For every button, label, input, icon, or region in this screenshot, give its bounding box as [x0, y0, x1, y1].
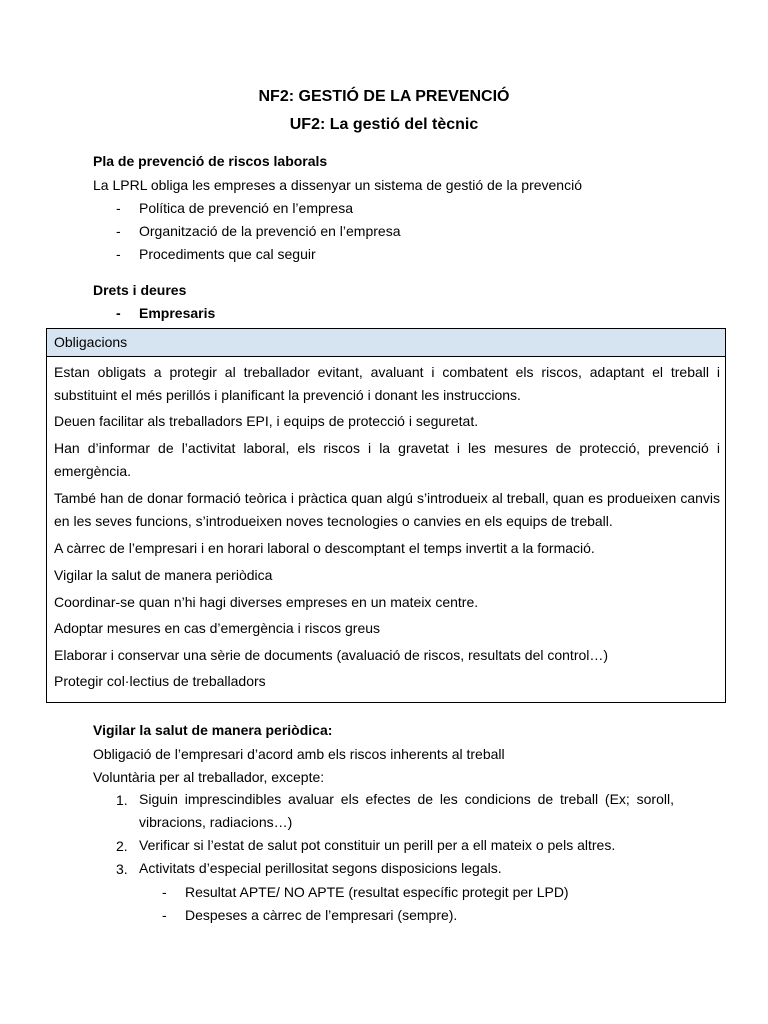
numbered-item: Verificar si l’estat de salut pot constituir un perill per a ell mateix o pels altres.: [139, 837, 616, 853]
table-header: Obligacions: [47, 329, 725, 357]
table-row: A càrrec de l’empresari i en horari laboral o descomptant el temps invertit a la formació.: [54, 540, 595, 556]
obligations-table: [46, 328, 726, 703]
list-number: 2.: [116, 838, 128, 854]
list-number: 1.: [116, 792, 128, 808]
bullet-dash: -: [162, 907, 167, 923]
bullet-dash: -: [116, 200, 121, 216]
table-row: Deuen facilitar als treballadors EPI, i equips de protecció i seguretat.: [54, 413, 479, 429]
bullet-dash: -: [116, 246, 121, 262]
bullet-item: Organització de la prevenció en l’empresa: [139, 223, 401, 239]
paragraph-line: Voluntària per al treballador, excepte:: [93, 769, 325, 785]
table-row: Protegir col·lectius de treballadors: [54, 673, 266, 689]
table-row: Han d’informar de l’activitat laboral, els riscos i la gravetat i les mesures de protecció, prevenció i emergència.: [54, 440, 720, 479]
bullet-dash: -: [116, 305, 121, 321]
table-row: També han de donar formació teòrica i pràctica quan algú s’introdueix al treball, quan es produeixen canvis en les seves funcions, s’introdueixen noves tecnologies o canvies en els equips de treball.: [54, 490, 720, 529]
bullet-item: Procediments que cal seguir: [139, 246, 316, 262]
table-row: Adoptar mesures en cas d’emergència i riscos greus: [54, 620, 381, 636]
section-intro: La LPRL obliga les empreses a dissenyar un sistema de gestió de la prevenció: [93, 177, 582, 193]
sub-bullet-item: Despeses a càrrec de l’empresari (sempre).: [185, 907, 458, 923]
table-row: Vigilar la salut de manera periòdica: [54, 567, 273, 583]
page-subtitle: UF2: La gestió del tècnic: [289, 116, 479, 133]
section-heading-health-monitoring: Vigilar la salut de manera periòdica:: [93, 722, 333, 738]
page-title: NF2: GESTIÓ DE LA PREVENCIÓ: [258, 88, 510, 105]
bullet-dash: -: [116, 223, 121, 239]
sub-bullet-item: Resultat APTE/ NO APTE (resultat específic protegit per LPD): [185, 884, 569, 900]
section-heading-prevention-plan: Pla de prevenció de riscos laborals: [93, 153, 328, 169]
subheading-employers: Empresaris: [139, 305, 216, 321]
paragraph-line: Obligació de l’empresari d’acord amb els riscos inherents al treball: [93, 746, 505, 762]
list-number: 3.: [116, 861, 128, 877]
numbered-item: Activitats d’especial perillositat segons disposicions legals.: [139, 860, 502, 876]
numbered-item: Siguin imprescindibles avaluar els efectes de les condicions de treball (Ex; soroll, vibracions, radiacions…): [139, 791, 674, 830]
table-row: Estan obligats a protegir al treballador evitant, avaluant i combatent els riscos, adaptant el treball i substituint el més perillós i planificant la prevenció i donant les instruccions.: [54, 364, 720, 403]
table-row: Elaborar i conservar una sèrie de documents (avaluació de riscos, resultats del control…): [54, 647, 609, 663]
table-row: Coordinar-se quan n’hi hagi diverses empreses en un mateix centre.: [54, 594, 479, 610]
section-heading-rights-duties: Drets i deures: [93, 282, 187, 298]
bullet-item: Política de prevenció en l’empresa: [139, 200, 354, 216]
bullet-dash: -: [162, 884, 167, 900]
